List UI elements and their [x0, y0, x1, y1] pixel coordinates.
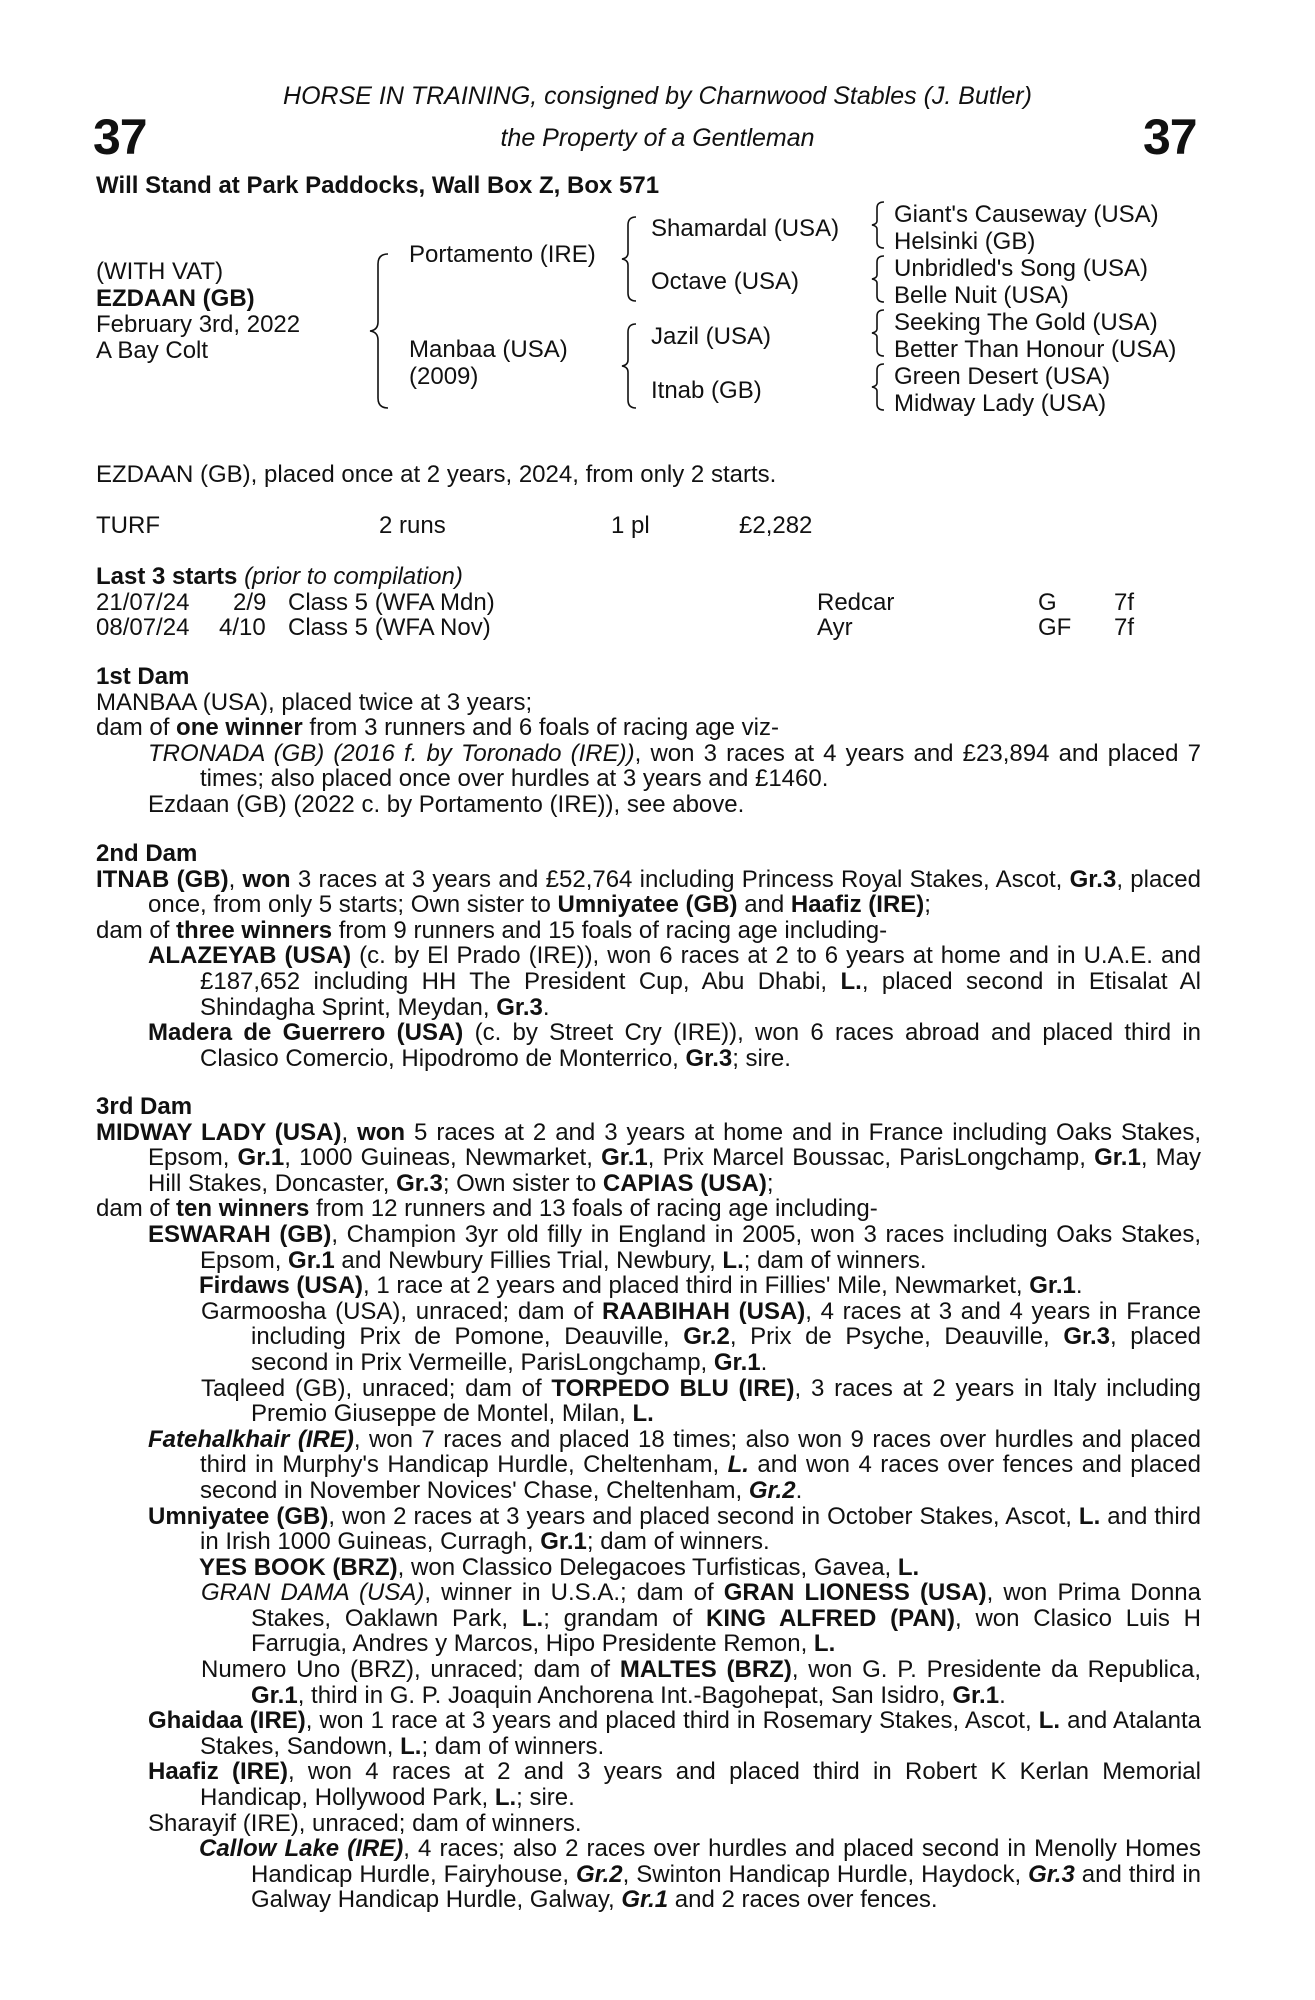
sire-name: Portamento (IRE)	[409, 241, 596, 268]
start-going: GF	[1038, 614, 1072, 641]
produce-entry: Madera de Guerrero (USA) (c. by Street Cry (IRE)), won 6 races abroad and placed third in Clasico Comercio, Hipodromo de Monterrico, Gr.3; sire.	[148, 1019, 1202, 1072]
horse-name: EZDAAN (GB)	[96, 285, 255, 312]
last-starts-title: Last 3 starts	[96, 563, 238, 590]
produce-entry: Ghaidaa (IRE), won 1 race at 3 years and placed third in Rosemary Stakes, Ascot, L. and Atalanta Stakes, Sandown, L.; dam of winners.	[148, 1707, 1202, 1760]
record-surface: TURF	[96, 512, 160, 539]
dam-name: Manbaa (USA)	[409, 336, 568, 363]
record-earnings: £2,282	[739, 512, 813, 539]
produce-entry: Garmoosha (USA), unraced; dam of RAABIHAH (USA), 4 races at 3 and 4 years in France including Prix de Pomone, Deauville, Gr.2, Prix de Psyche, Deauville, Gr.3, placed second in Prix Vermeille, ParisLongchamp, Gr.1.	[201, 1297, 1202, 1376]
produce-entry: Taqleed (GB), unraced; dam of TORPEDO BLU (IRE), 3 races at 2 years in Italy including Premio Giuseppe de Montel, Milan, L.	[201, 1374, 1201, 1428]
produce-entry: Numero Uno (BRZ), unraced; dam of MALTES (BRZ), won G. P. Presidente da Republica, Gr.1, third in G. P. Joaquin Anchorena Int.-Bagohepat, San Isidro, Gr.1.	[201, 1656, 1202, 1709]
record-runs: 2 runs	[379, 512, 446, 539]
dam-sire: Jazil (USA)	[651, 323, 772, 350]
produce-entry: Fatehalkhair (IRE), won 7 races and placed 18 times; also won 9 races over hurdles and placed third in Murphy's Handicap Hurdle, Cheltenham, L. and won 4 races over fences and placed second in November Novices' Chase, Cheltenham, Gr.2.	[148, 1425, 1201, 1504]
consignor-line: HORSE IN TRAINING, consigned by Charnwood Stables (J. Butler)	[283, 82, 1032, 110]
grandsire-1: Giant's Causeway (USA)	[894, 201, 1159, 228]
produce-entry: Firdaws (USA), 1 race at 2 years and placed third in Fillies' Mile, Newmarket, Gr.1.	[199, 1272, 1083, 1300]
pedigree-brace-main	[368, 252, 390, 410]
pedigree-brace-g56	[870, 308, 886, 358]
produce-name: TRONADA (GB) (2016 f. by Toronado (IRE))	[148, 739, 635, 767]
race-summary: EZDAAN (GB), placed once at 2 years, 2024, from only 2 starts.	[96, 461, 777, 488]
start-date: 21/07/24	[96, 589, 190, 616]
first-dam-section	[96, 664, 1201, 818]
third-dam-heading: 3rd Dam	[96, 1093, 193, 1120]
pedigree-brace-g12	[870, 200, 886, 250]
first-dam-line: MANBAA (USA), placed twice at 3 years;	[96, 688, 533, 716]
third-dam-produce-line: dam of ten winners from 12 runners and 13 foals of racing age including-	[96, 1195, 878, 1223]
stand-location: Will Stand at Park Paddocks, Wall Box Z, Box 571	[96, 172, 660, 199]
produce-entry: Haafiz (IRE), won 4 races at 2 and 3 years and placed third in Robert K Kerlan Memorial Handicap, Hollywood Park, L.; sire.	[148, 1758, 1201, 1812]
second-dam-heading: 2nd Dam	[96, 840, 198, 867]
pedigree-brace-g78	[870, 362, 886, 412]
lot-number-left: 37	[93, 109, 147, 165]
lot-number-right: 37	[1143, 109, 1197, 165]
second-dam-line: ITNAB (GB), won 3 races at 3 years and £52,764 including Princess Royal Stakes, Ascot, Gr.3, placed once, from only 5 starts; Own sister to Umniyatee (GB) and Haafiz (IRE);	[96, 865, 1201, 919]
horse-description: A Bay Colt	[96, 337, 209, 364]
dam-year: (2009)	[409, 363, 479, 390]
last-starts-heading	[96, 563, 463, 591]
produce-entry: Sharayif (IRE), unraced; dam of winners.	[148, 1809, 582, 1837]
grandsire-6: Better Than Honour (USA)	[894, 336, 1177, 363]
start-position: 2/9	[233, 589, 267, 616]
third-dam-section	[96, 1094, 1201, 1913]
start-distance: 7f	[1114, 589, 1135, 616]
produce-entry: Callow Lake (IRE), 4 races; also 2 races over hurdles and placed second in Menolly Homes Handicap Hurdle, Fairyhouse, Gr.2, Swinton Handicap Hurdle, Haydock, Gr.3 and third in Galway Handicap Hurdle, Galway, Gr.1 and 2 races over fences.	[199, 1835, 1202, 1914]
grandsire-5: Seeking The Gold (USA)	[894, 309, 1158, 336]
second-dam-produce-line: dam of three winners from 9 runners and 15 foals of racing age including-	[96, 916, 888, 944]
produce-entry: ALAZEYAB (USA) (c. by El Prado (IRE)), won 6 races at 2 to 6 years at home and in U.A.E. and £187,652 including HH The President Cup, Abu Dhabi, L., placed second in Etisalat Al Shindagha Sprint, Meydan, Gr.3.	[148, 942, 1201, 1021]
start-race: Class 5 (WFA Mdn)	[288, 589, 495, 616]
start-race: Class 5 (WFA Nov)	[288, 614, 491, 641]
second-dam-section	[96, 841, 1201, 1071]
produce-entry: YES BOOK (BRZ), won Classico Delegacoes Turfisticas, Gavea, L.	[199, 1553, 920, 1581]
pedigree-brace-dam	[620, 322, 638, 410]
produce-entry: TRONADA (GB) (2016 f. by Toronado (IRE)), won 3 races at 4 years and £23,894 and placed 7 times; also placed once over hurdles at 3 years and £1460.	[148, 739, 1202, 793]
produce-entry: ESWARAH (GB), Champion 3yr old filly in England in 2005, won 3 races including Oaks Stakes, Epsom, Gr.1 and Newbury Fillies Trial, Newbury, L.; dam of winners.	[148, 1220, 1202, 1274]
produce-entry: Umniyatee (GB), won 2 races at 3 years and placed second in October Stakes, Ascot, L. and third in Irish 1000 Guineas, Curragh, Gr.1; dam of winners.	[148, 1502, 1201, 1556]
grandsire-3: Unbridled's Song (USA)	[894, 255, 1149, 282]
horse-vat: (WITH VAT)	[96, 258, 224, 285]
grandsire-8: Midway Lady (USA)	[894, 390, 1107, 417]
first-dam-produce-line: dam of one winner from 3 runners and 6 foals of racing age viz-	[96, 714, 779, 742]
start-date: 08/07/24	[96, 614, 190, 641]
last-starts-note: (prior to compilation)	[244, 563, 463, 590]
sire-sire: Shamardal (USA)	[651, 215, 840, 242]
third-dam-line: MIDWAY LADY (USA), won 5 races at 2 and 3 years at home and in France including Oaks Stakes, Epsom, Gr.1, 1000 Guineas, Newmarket, Gr.1, Prix Marcel Boussac, ParisLongchamp, Gr.1, May Hill Stakes, Doncaster, Gr.3; Own sister to CAPIAS (USA);	[96, 1118, 1201, 1197]
grandsire-2: Helsinki (GB)	[894, 228, 1036, 255]
sire-dam: Octave (USA)	[651, 268, 800, 295]
start-course: Redcar	[817, 589, 895, 616]
start-course: Ayr	[817, 614, 853, 641]
produce-entry: GRAN DAMA (USA), winner in U.S.A.; dam of GRAN LIONESS (USA), won Prima Donna Stakes, Oaklawn Park, L.; grandam of KING ALFRED (PAN), won Clasico Luis H Farrugia, Andres y Marcos, Hipo Presidente Remon, L.	[201, 1579, 1202, 1658]
first-dam-heading: 1st Dam	[96, 663, 190, 690]
start-going: G	[1038, 589, 1057, 616]
grandsire-7: Green Desert (USA)	[894, 363, 1111, 390]
record-placed: 1 pl	[611, 512, 650, 539]
pedigree-brace-g34	[870, 254, 886, 304]
dam-dam: Itnab (GB)	[651, 377, 762, 404]
start-position: 4/10	[219, 614, 266, 641]
property-line: the Property of a Gentleman	[500, 124, 815, 152]
pedigree-brace-sire	[620, 215, 638, 303]
horse-foaled: February 3rd, 2022	[96, 311, 301, 338]
grandsire-4: Belle Nuit (USA)	[894, 282, 1069, 309]
start-distance: 7f	[1114, 614, 1135, 641]
produce-entry: Ezdaan (GB) (2022 c. by Portamento (IRE)), see above.	[148, 790, 745, 818]
